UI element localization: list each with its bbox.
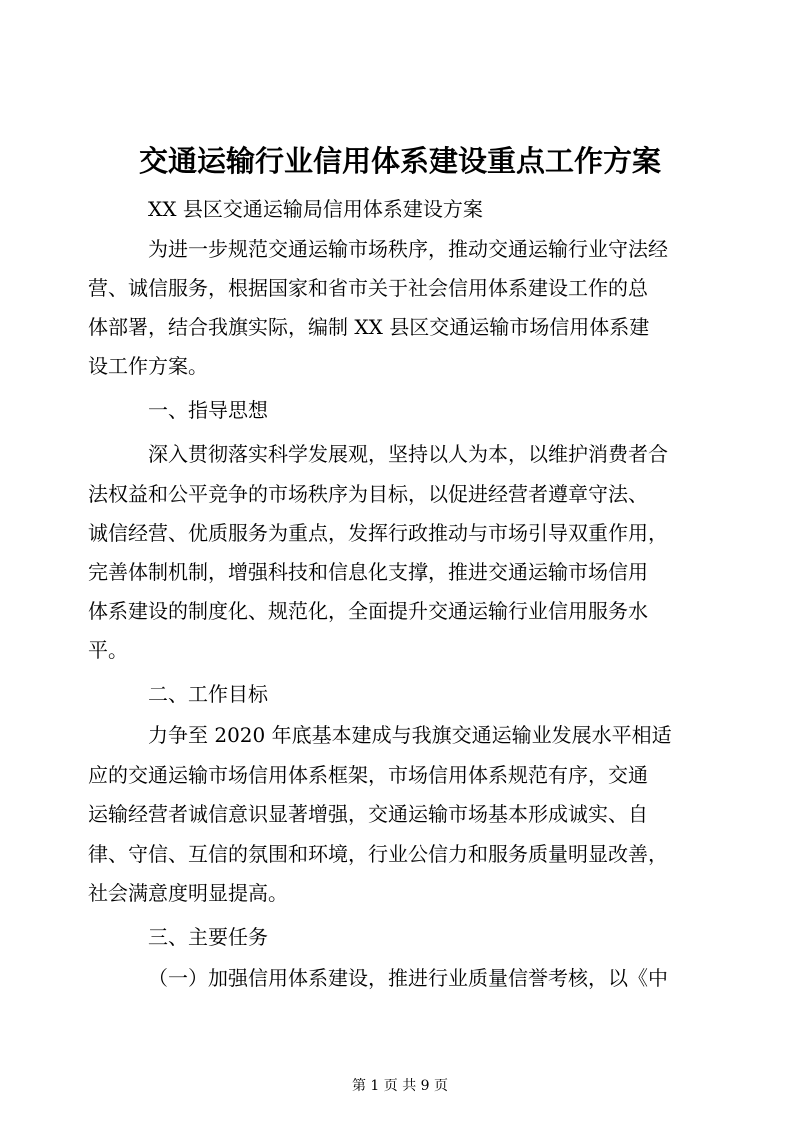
section-body-line: 完善体制机制，增强科技和信息化支撑，推进交通运输市场信用 (88, 560, 648, 584)
section-heading: 一、指导思想 (148, 398, 268, 422)
section-body-line: 应的交通运输市场信用体系框架，市场信用体系规范有序，交通 (88, 763, 648, 787)
section-body-line: 社会满意度明显提高。 (88, 881, 288, 905)
section-body-line: 深入贯彻落实科学发展观，坚持以人为本，以维护消费者合 (148, 442, 668, 466)
intro-line: 营、诚信服务，根据国家和省市关于社会信用体系建设工作的总 (88, 276, 648, 300)
intro-line: 设工作方案。 (88, 354, 208, 378)
section-heading: 二、工作目标 (148, 682, 268, 706)
section-body-line: （一）加强信用体系建设，推进行业质量信誉考核，以《中 (148, 966, 668, 990)
section-body-line: 律、守信、互信的氛围和环境，行业公信力和服务质量明显改善， (88, 842, 668, 866)
document-subtitle: XX 县区交通运输局信用体系建设方案 (148, 197, 483, 221)
section-heading: 三、主要任务 (148, 925, 268, 949)
section-body-line: 体系建设的制度化、规范化，全面提升交通运输行业信用服务水 (88, 599, 648, 623)
section-body-line: 诚信经营、优质服务为重点，发挥行政推动与市场引导双重作用， (88, 521, 668, 545)
section-body-line: 运输经营者诚信意识显著增强，交通运输市场基本形成诚实、自 (88, 802, 648, 826)
document-title: 交通运输行业信用体系建设重点工作方案 (138, 144, 661, 178)
section-body-line: 平。 (88, 638, 128, 662)
page-number-footer: 第 1 页 共 9 页 (351, 1078, 449, 1094)
intro-line: 为进一步规范交通运输市场秩序，推动交通运输行业守法经 (148, 237, 668, 261)
section-body-line: 法权益和公平竞争的市场秩序为目标，以促进经营者遵章守法、 (88, 482, 648, 506)
section-body-line: 力争至 2020 年底基本建成与我旗交通运输业发展水平相适 (148, 723, 672, 747)
intro-line: 体部署，结合我旗实际，编制 XX 县区交通运输市场信用体系建 (88, 315, 650, 339)
